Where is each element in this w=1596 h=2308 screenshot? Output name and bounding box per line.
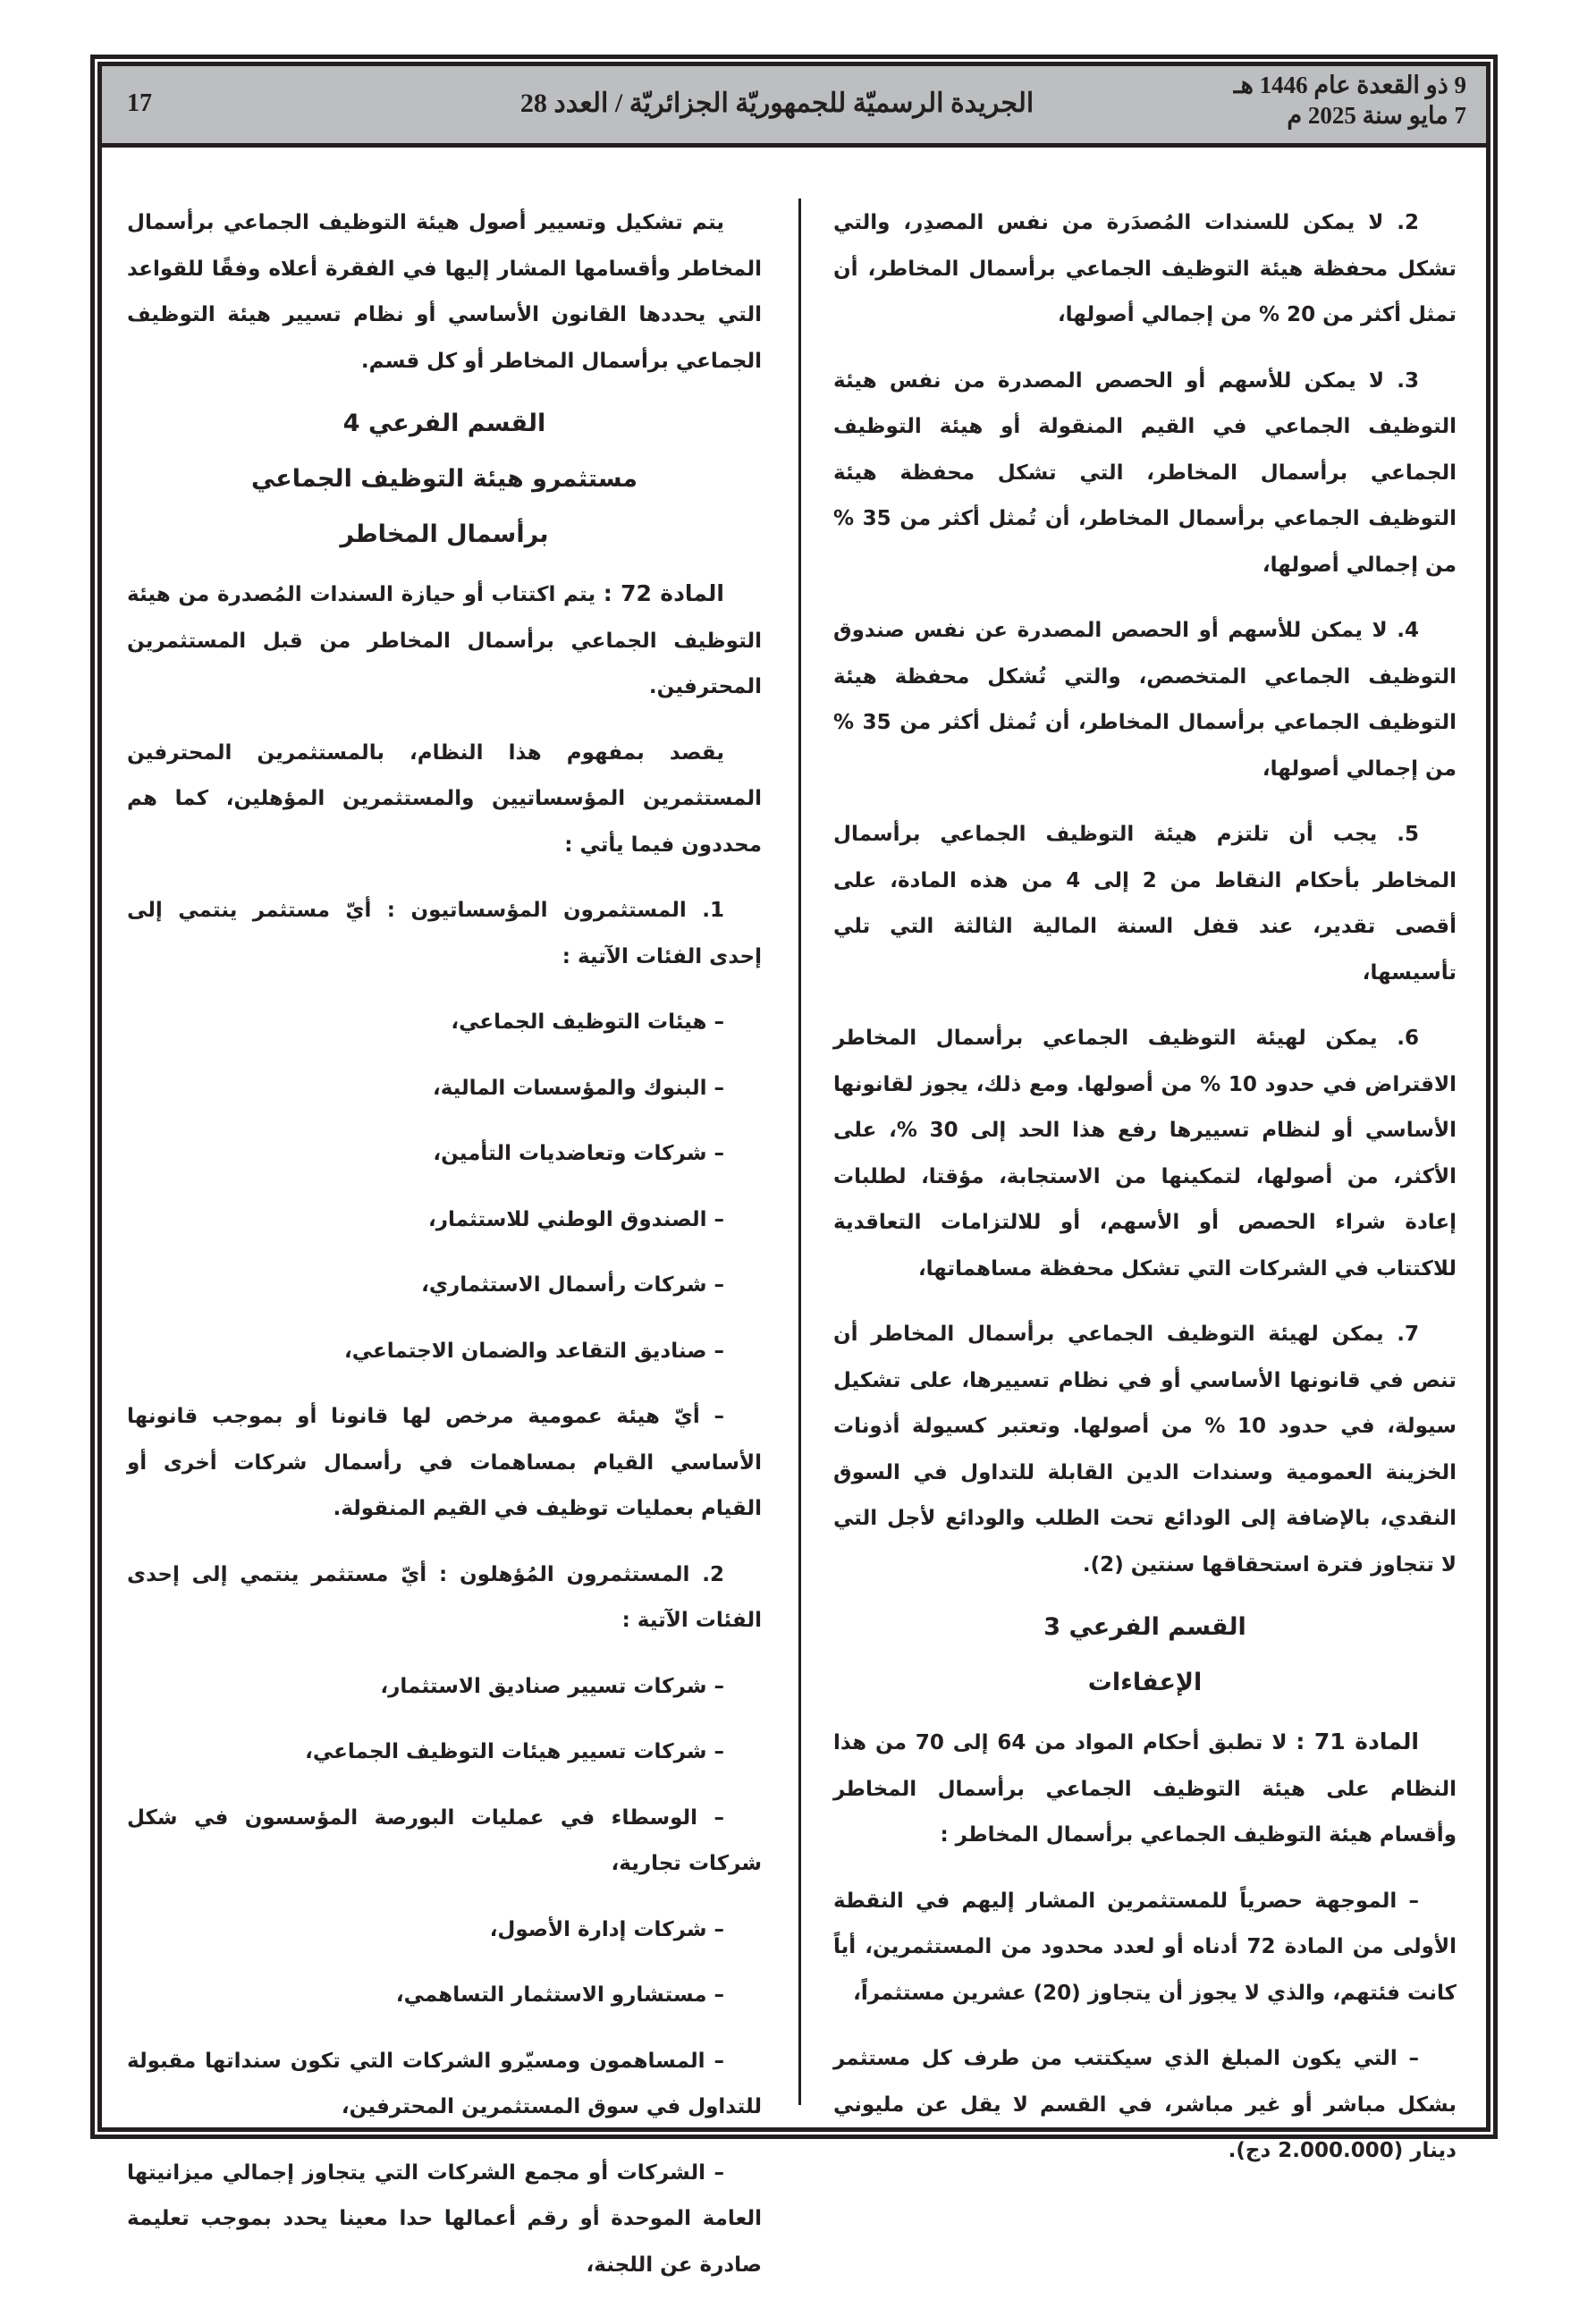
subsection-4-title: القسم الفرعي 4 — [342, 410, 546, 437]
paragraph-point-2: 2. لا يمكن للسندات المُصدَرة من نفس المصدِر، والتي تشكل محفظة هيئة التوظيف الجماعي برأسمال المخاطر، أن تمثل أكثر من 20 % من إجمالي أصولها، — [833, 211, 1457, 326]
definition-paragraph: يقصد بمفهوم هذا النظام، بالمستثمرين المحترفين المستثمرين المؤسساتيين والمستثمرين المؤهلين، كما هم محددون فيما يأتي : — [127, 740, 762, 857]
list-item: – شركات إدارة الأصول، — [489, 1917, 724, 1941]
gazette-header — [102, 66, 1486, 148]
article-71-text: لا تطبق أحكام المواد من 64 إلى 70 من هذا النظام على هيئة التوظيف الجماعي برأسمال المخاطر وأقسام هيئة التوظيف الجماعي برأسمال المخاطر : — [833, 1731, 1457, 1847]
list-item: – شركات وتعاضديات التأمين، — [433, 1142, 724, 1165]
subsection-3-title: القسم الفرعي 3 — [1043, 1613, 1246, 1641]
header-date-hijri: 9 ذو القعدة عام 1446 هـ — [1233, 72, 1466, 98]
page-border-outer — [90, 55, 1498, 2277]
list-item: – الوسطاء في عمليات البورصة المؤسسون في شكل شركات تجارية، — [127, 1805, 762, 1875]
qualified-investors-intro: 2. المستثمرون المُؤهلون : أيّ مستثمر ينتمي إلى إحدى الفئات الآتية : — [127, 1562, 762, 1632]
header-title: الجريدة الرسميّة للجمهوريّة الجزائريّة / العدد 28 — [519, 89, 1034, 118]
list-item: – مستشارو الاستثمار التساهمي، — [395, 1983, 724, 2007]
institutional-investors-intro: 1. المستثمرون المؤسساتيون : أيّ مستثمر ينتمي إلى إحدى الفئات الآتية : — [127, 899, 762, 968]
page-border-inner — [97, 62, 1490, 2277]
list-item: – الصندوق الوطني للاستثمار، — [427, 1207, 724, 1231]
paragraph-point-3: 3. لا يمكن للأسهم أو الحصص المصدرة من نفس هيئة التوظيف الجماعي في القيم المنقولة أو هيئة التوظيف الجماعي برأسمال المخاطر، التي تشكل محفظة هيئة التوظيف الجماعي برأسمال المخاطر، أن تُمثل أكثر من 35 % من إجمالي أصولها، — [833, 368, 1457, 577]
paragraph-point-7: 7. يمكن لهيئة التوظيف الجماعي برأسمال المخاطر أن تنص في قانونها الأساسي أو في نظام تسييرها، على تشكيل سيولة، في حدود 10 % من أصولها. وتعتبر كسيولة أذونات الخزينة العمومية وسندات الدين القابلة للتداول في السوق النقدي، بالإضافة إلى الودائع تحت الطلب والودائع لأجل التي لا تتجاوز فترة استحقاقها سنتين (2). — [833, 1323, 1457, 1577]
list-item: – الشركات أو مجمع الشركات التي يتجاوز إجمالي ميزانيتها العامة الموحدة أو رقم أعمالها حدا معينا يحدد بموجب تعليمة صادرة عن اللجنة، — [127, 2160, 762, 2277]
subsection-4-subtitle-cont: برأسمال المخاطر — [340, 520, 549, 548]
list-item: – شركات تسيير هيئات التوظيف الجماعي، — [305, 1740, 724, 1763]
list-item: – شركات تسيير صناديق الاستثمار، — [380, 1674, 724, 1698]
article-71 — [833, 1719, 1457, 1859]
paragraph-point-4: 4. لا يمكن للأسهم أو الحصص المصدرة عن نفس صندوق التوظيف الجماعي المتخصص، والتي تُشكل محفظة هيئة التوظيف الجماعي برأسمال المخاطر، أن تُمثل أكثر من 35 % من إجمالي أصولها، — [833, 619, 1457, 781]
right-column — [833, 200, 1457, 2194]
paragraph-point-6: 6. يمكن لهيئة التوظيف الجماعي برأسمال المخاطر الاقتراض في حدود 10 % من أصولها. ومع ذلك، يجوز لقانونها الأساسي أو لنظام تسييرها رفع هذا الحد إلى 30 %، على الأكثر، من أصولها، لتمكينها من الاستجابة، مؤقتا، لطلبات إعادة شراء الحصص أو الأسهم، أو للالتزامات التعاقدية للاكتتاب في الشركات التي تشكل محفظة مساهماتها، — [833, 1027, 1457, 1281]
column-divider — [798, 199, 801, 2105]
subsection-4-subtitle: مستثمرو هيئة التوظيف الجماعي — [250, 465, 638, 493]
subsection-3-subtitle: الإعفاءات — [1087, 1669, 1203, 1696]
page-number: 17 — [127, 89, 152, 117]
article-71-label: المادة 71 : — [1296, 1729, 1419, 1754]
header-date-gregorian: 7 مايو سنة 2025 م — [1287, 102, 1466, 129]
article-72-text: يتم اكتتاب أو حيازة السندات المُصدرة من هيئة التوظيف الجماعي برأسمال المخاطر من قبل المستثمرين المحترفين. — [127, 583, 762, 698]
paragraph-asset-management: يتم تشكيل وتسيير أصول هيئة التوظيف الجماعي برأسمال المخاطر وأقسامها المشار إليها في الفقرة أعلاه وفقًا للقواعد التي يحددها القانون الأساسي أو نظام تسيير هيئة التوظيف الجماعي برأسمال المخاطر أو كل قسم. — [127, 211, 762, 373]
article-72-label: المادة 72 : — [603, 580, 725, 606]
list-item: – البنوك والمؤسسات المالية، — [432, 1076, 724, 1100]
header-date — [1234, 70, 1466, 131]
list-item: – صناديق التقاعد والضمان الاجتماعي، — [344, 1339, 724, 1363]
list-item: – المساهمون ومسيّرو الشركات التي تكون سنداتها مقبولة للتداول في سوق المستثمرين المحترفين، — [127, 2049, 762, 2118]
article-71-item: – الموجهة حصرياً للمستثمرين المشار إليهم في النقطة الأولى من المادة 72 أدناه أو لعدد محدود من المستثمرين، أياً كانت فئتهم، والذي لا يجوز أن يتجاوز (20) عشرين مستثمراً، — [833, 1889, 1457, 2005]
article-71-item: – التي يكون المبلغ الذي سيكتتب من طرف كل مستثمر بشكل مباشر أو غير مباشر، في القسم لا يقل عن مليوني دينار (2.000.000 دج). — [833, 2047, 1457, 2162]
list-item: – هيئات التوظيف الجماعي، — [451, 1010, 724, 1034]
left-column — [127, 200, 762, 2308]
list-item: – شركات رأسمال الاستثماري، — [421, 1273, 724, 1297]
paragraph-point-5: 5. يجب أن تلتزم هيئة التوظيف الجماعي برأسمال المخاطر بأحكام النقاط من 2 إلى 4 من هذه المادة، على أقصى تقدير، عند قفل السنة المالية الثالثة التي تلي تأسيسها، — [833, 823, 1457, 985]
article-72 — [127, 571, 762, 711]
list-item: – أيّ هيئة عمومية مرخص لها قانونا أو بموجب قانونها الأساسي القيام بمساهمات في رأسمال شركات أخرى أو القيام بعمليات توظيف في القيم المنقولة. — [127, 1405, 762, 1520]
